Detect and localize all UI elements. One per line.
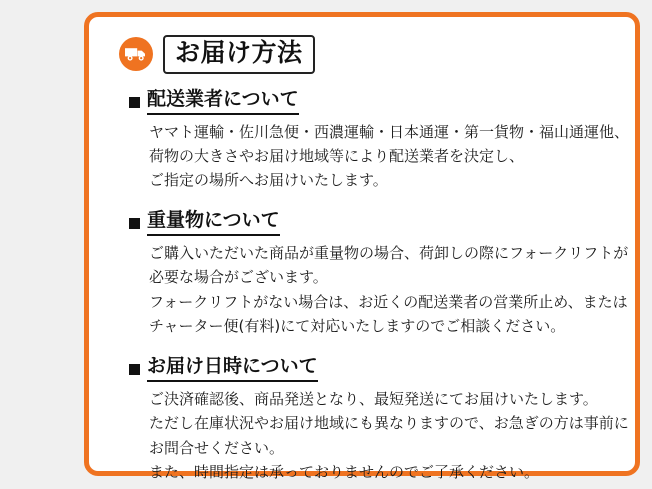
body-line: ただし在庫状況やお届け地域にも異なりますので、お急ぎの方は事前に [149,414,629,433]
body-line: お問合せください。 [149,438,285,457]
bullet-square-icon [129,364,140,375]
delivery-truck-icon [119,37,153,71]
section-body [129,120,630,193]
body-line: 荷物の大きさやお届け地域等により配送業者を決定し、 [149,146,525,165]
body-line: ヤマト運輸・佐川急便・西濃運輸・日本通運・第一貨物・福山通運他、 [149,122,630,141]
body-line: ご購入いただいた商品が重量物の場合、荷卸しの際にフォークリフトが [149,244,629,263]
card-header [119,35,613,74]
section-heading [129,209,613,236]
body-line: チャーター便(有料)にて対応いたしますのでご相談ください。 [149,317,566,336]
page-title-box [163,35,315,74]
shipping-info-card [84,12,640,481]
section-shipping-carrier [111,87,630,193]
section-body [129,241,629,338]
body-line: ご指定の場所へお届けいたします。 [149,171,388,190]
bullet-square-icon [129,97,140,108]
section-delivery-datetime [111,355,629,484]
page-title: お届け方法 [175,38,303,67]
body-line: ご決済確認後、商品発送となり、最短発送にてお届けいたします。 [149,390,598,409]
section-body [129,387,629,484]
card-inner [89,17,635,481]
section-title: お届け日時について [147,355,318,382]
section-title: 重量物について [147,209,280,236]
body-line: また、時間指定は承っておりませんのでご了承ください。 [149,462,540,481]
body-line: フォークリフトがない場合は、お近くの配送業者の営業所止め、または [149,292,628,311]
body-line: 必要な場合がございます。 [149,268,328,287]
section-title: 配送業者について [147,88,299,115]
section-heavy-items [111,209,629,338]
bullet-square-icon [129,218,140,229]
section-heading [129,355,613,382]
section-heading [129,88,613,115]
